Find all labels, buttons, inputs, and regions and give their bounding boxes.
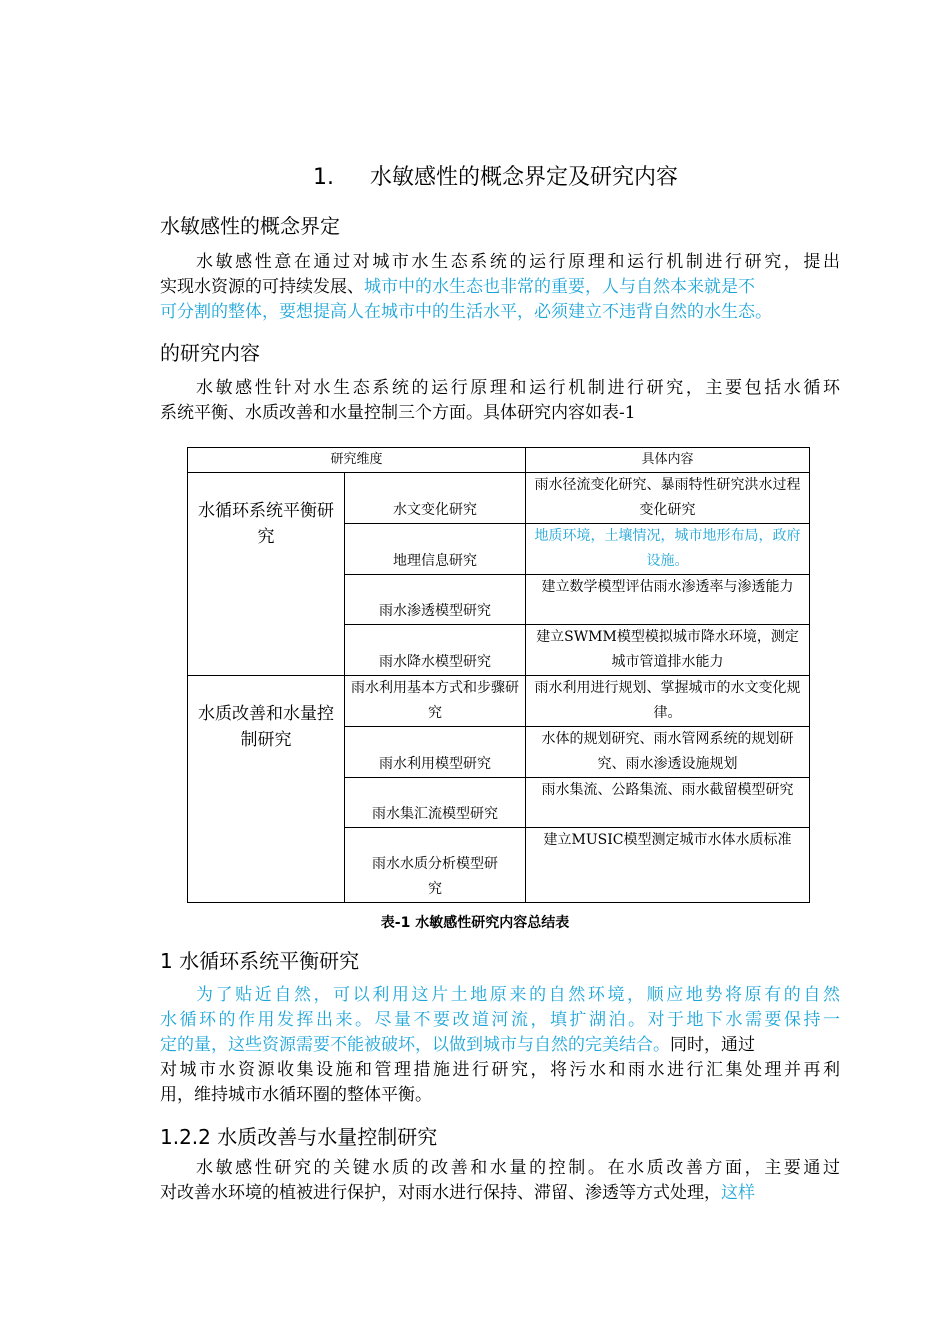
paragraph-concept bbox=[160, 250, 840, 325]
highlighted-text: 城市中的水生态也非常的重要，人与自然本来就是不 bbox=[364, 277, 755, 297]
paragraph-line: 用，维持城市水循环圈的整体平衡。 bbox=[160, 1085, 432, 1105]
dimension-cell: 水循环系统平衡研究 bbox=[188, 473, 345, 676]
paragraph-water-cycle bbox=[160, 983, 840, 1108]
table-row bbox=[188, 473, 810, 524]
content-cell-highlighted: 地质环境，土壤情况，城市地形布局，政府设施。 bbox=[526, 524, 810, 575]
highlighted-text: 这样 bbox=[721, 1183, 755, 1203]
content-cell: 雨水径流变化研究、暴雨特性研究洪水过程变化研究 bbox=[526, 473, 810, 524]
section-title-water-quality: 1.2.2 水质改善与水量控制研究 bbox=[160, 1125, 438, 1149]
highlighted-text: 水循环的作用发挥出来。尽量不要改道河流，填扩湖泊。对于地下水需要保持一 bbox=[160, 1010, 840, 1030]
paragraph-line: 水敏感性针对水生态系统的运行原理和运行机制进行研究，主要包括水循环 bbox=[196, 378, 840, 398]
section-title-research: 的研究内容 bbox=[160, 341, 260, 365]
highlighted-text: 为了贴近自然，可以利用这片土地原来的自然环境，顺应地势将原有的自然 bbox=[196, 985, 840, 1005]
content-cell: 建立数学模型评估雨水渗透率与渗透能力 bbox=[526, 575, 810, 625]
table-row bbox=[188, 676, 810, 727]
table-header-dimension: 研究维度 bbox=[188, 448, 526, 473]
item-cell: 水文变化研究 bbox=[345, 473, 526, 524]
item-cell: 雨水水质分析模型研究 bbox=[345, 828, 526, 903]
paragraph-line: 系统平衡、水质改善和水量控制三个方面。具体研究内容如表-1 bbox=[160, 403, 636, 423]
table-header-row bbox=[188, 448, 810, 473]
table-caption: 表-1 水敏感性研究内容总结表 bbox=[380, 915, 570, 931]
heading-title: 水敏感性的概念界定及研究内容 bbox=[370, 165, 679, 190]
paragraph-research bbox=[160, 376, 840, 426]
research-content-table bbox=[187, 447, 810, 903]
table-header-content: 具体内容 bbox=[526, 448, 810, 473]
paragraph-water-quality bbox=[160, 1156, 840, 1206]
paragraph-line: 对改善水环境的植被进行保护，对雨水进行保持、滞留、渗透等方式处理，这样 bbox=[160, 1183, 755, 1203]
content-cell: 雨水利用进行规划、掌握城市的水文变化规律。 bbox=[526, 676, 810, 727]
paragraph-line: 水敏感性研究的关键水质的改善和水量的控制。在水质改善方面，主要通过 bbox=[196, 1158, 840, 1178]
item-cell: 雨水渗透模型研究 bbox=[345, 575, 526, 625]
paragraph-line: 水敏感性意在通过对城市水生态系统的运行原理和运行机制进行研究，提出 bbox=[196, 252, 840, 272]
item-cell: 雨水降水模型研究 bbox=[345, 625, 526, 676]
heading-number: 1. bbox=[313, 165, 334, 190]
paragraph-line: 对城市水资源收集设施和管理措施进行研究，将污水和雨水进行汇集处理并再利 bbox=[160, 1060, 840, 1080]
item-cell: 雨水集汇流模型研究 bbox=[345, 778, 526, 828]
item-cell: 地理信息研究 bbox=[345, 524, 526, 575]
highlighted-text: 可分割的整体，要想提高人在城市中的生活水平，必须建立不违背自然的水生态。 bbox=[160, 302, 772, 322]
section-title-concept: 水敏感性的概念界定 bbox=[160, 214, 340, 238]
paragraph-line: 实现水资源的可持续发展、城市中的水生态也非常的重要，人与自然本来就是不 bbox=[160, 277, 755, 297]
section-title-water-cycle: 1 水循环系统平衡研究 bbox=[160, 949, 360, 973]
content-cell: 建立MUSIC模型测定城市水体水质标准 bbox=[526, 828, 810, 903]
content-cell: 雨水集流、公路集流、雨水截留模型研究 bbox=[526, 778, 810, 828]
dimension-cell: 水质改善和水量控制研究 bbox=[188, 676, 345, 903]
content-cell: 水体的规划研究、雨水管网系统的规划研究、雨水渗透设施规划 bbox=[526, 727, 810, 778]
content-cell: 建立SWMM模型模拟城市降水环境，测定城市管道排水能力 bbox=[526, 625, 810, 676]
highlighted-text: 定的量，这些资源需要不能被破坏，以做到城市与自然的完美结合。 bbox=[160, 1035, 670, 1055]
item-cell: 雨水利用模型研究 bbox=[345, 727, 526, 778]
paragraph-line: 定的量，这些资源需要不能被破坏，以做到城市与自然的完美结合。同时，通过 bbox=[160, 1035, 755, 1055]
document-heading bbox=[313, 160, 678, 191]
item-cell: 雨水利用基本方式和步骤研究 bbox=[345, 676, 526, 727]
